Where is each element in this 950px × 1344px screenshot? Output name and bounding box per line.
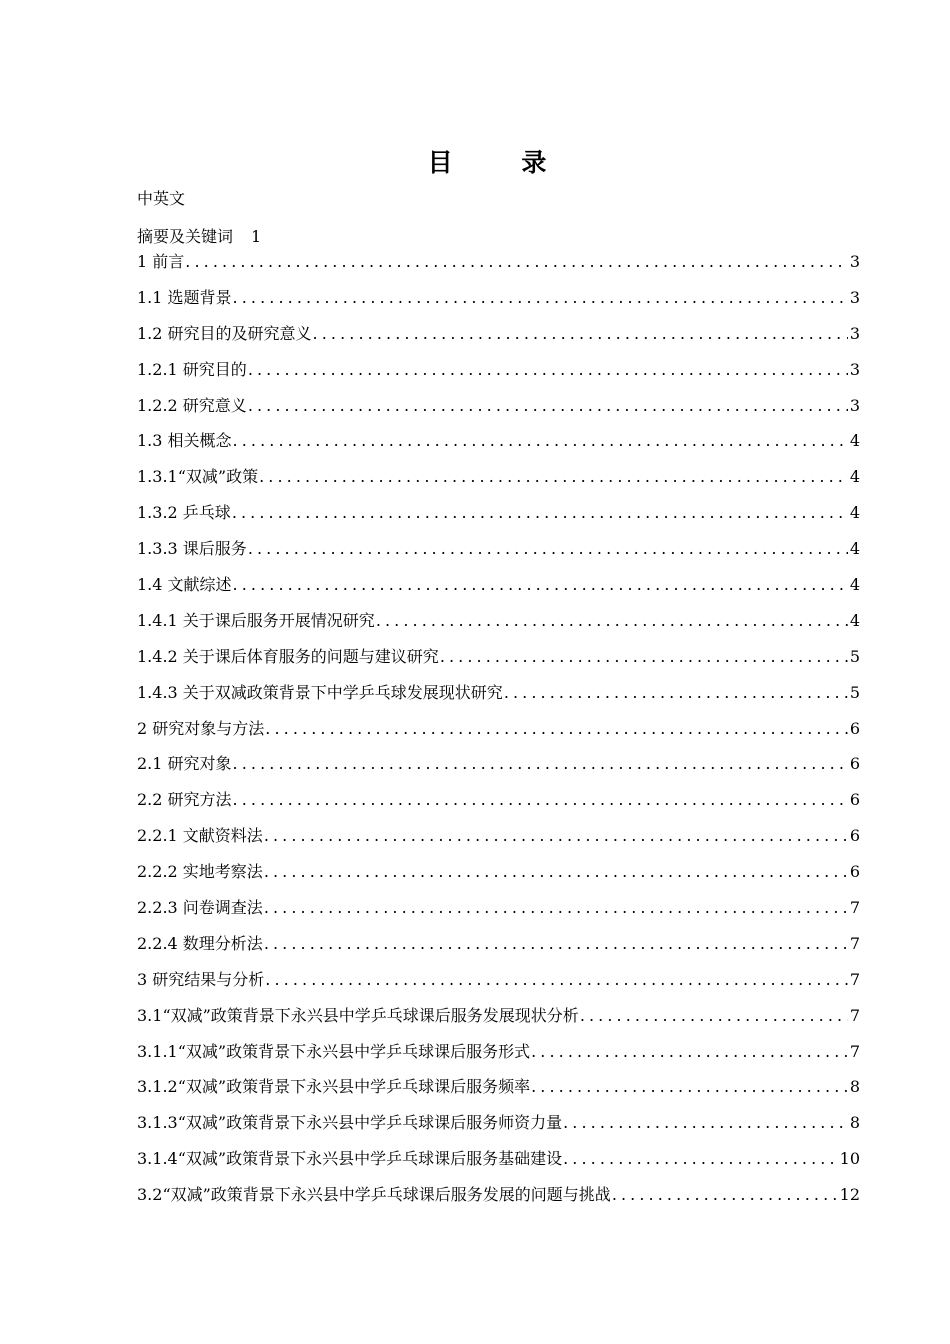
toc-entry[interactable] bbox=[137, 1040, 860, 1076]
toc-entry-page-number: 4 bbox=[849, 467, 860, 487]
toc-entry-label: 1.1 选题背景 bbox=[137, 287, 232, 307]
toc-entry-label: 1.2.1 研究目的 bbox=[137, 359, 247, 379]
toc-entry-page-number: 4 bbox=[849, 431, 860, 451]
toc-entry-label: 2.2.4 数理分析法 bbox=[137, 933, 263, 953]
toc-entry[interactable] bbox=[137, 537, 860, 573]
toc-entry-page-number: 3 bbox=[849, 359, 860, 379]
toc-dot-leader bbox=[259, 465, 848, 489]
toc-dot-leader bbox=[185, 250, 848, 274]
toc-entry-label: 3.1“双减”政策背景下永兴县中学乒乓球课后服务发展现状分析 bbox=[137, 1005, 579, 1025]
toc-entry[interactable] bbox=[137, 322, 860, 358]
toc-dot-leader bbox=[612, 1183, 838, 1207]
toc-entry-label: 2.2.1 文献资料法 bbox=[137, 826, 263, 846]
toc-dot-leader bbox=[531, 1075, 848, 1099]
toc-entry-label: 3.1.1“双减”政策背景下永兴县中学乒乓球课后服务形式 bbox=[137, 1041, 531, 1061]
toc-entry-page-number: 7 bbox=[849, 1005, 860, 1025]
toc-entry[interactable] bbox=[137, 573, 860, 609]
toc-intro-label: 摘要及关键词 bbox=[137, 227, 234, 246]
toc-entry-label: 1.2.2 研究意义 bbox=[137, 395, 247, 415]
toc-entry[interactable] bbox=[137, 501, 860, 537]
toc-entry-label: 1.3.1“双减”政策 bbox=[137, 467, 259, 487]
toc-dot-leader bbox=[580, 1004, 848, 1028]
toc-entry[interactable] bbox=[137, 394, 860, 430]
toc-entry[interactable] bbox=[137, 824, 860, 860]
toc-entry[interactable] bbox=[137, 609, 860, 645]
toc-entry-label: 1.3.3 课后服务 bbox=[137, 539, 247, 559]
toc-dot-leader bbox=[233, 788, 848, 812]
toc-dot-leader bbox=[264, 896, 848, 920]
toc-dot-leader bbox=[248, 394, 848, 418]
toc-entry[interactable] bbox=[137, 1075, 860, 1111]
toc-entry-page-number: 4 bbox=[849, 610, 860, 630]
toc-entry-page-number: 6 bbox=[849, 718, 860, 738]
toc-dot-leader bbox=[265, 717, 848, 741]
toc-entry[interactable] bbox=[137, 465, 860, 501]
toc-dot-leader bbox=[248, 537, 848, 561]
toc-dot-leader bbox=[376, 609, 848, 633]
toc-entry-page-number: 7 bbox=[849, 1041, 860, 1061]
toc-entry-page-number: 3 bbox=[849, 287, 860, 307]
toc-entry[interactable] bbox=[137, 896, 860, 932]
toc-entry-label: 3 研究结果与分析 bbox=[137, 969, 265, 989]
toc-entry[interactable] bbox=[137, 717, 860, 753]
toc-dot-leader bbox=[531, 1040, 848, 1064]
toc-entry-page-number: 6 bbox=[849, 826, 860, 846]
page-title: 目 录 bbox=[427, 148, 577, 177]
toc-entry-page-number: 8 bbox=[849, 1113, 860, 1133]
toc-entry-label: 2.2 研究方法 bbox=[137, 790, 232, 810]
toc-entry[interactable] bbox=[137, 860, 860, 896]
toc-entry[interactable] bbox=[137, 429, 860, 465]
toc-entry-page-number: 3 bbox=[849, 395, 860, 415]
toc-entry[interactable] bbox=[137, 1183, 860, 1219]
toc-entry[interactable] bbox=[137, 1111, 860, 1147]
toc-dot-leader bbox=[264, 860, 848, 884]
toc-entry-page-number: 6 bbox=[849, 790, 860, 810]
toc-entry[interactable] bbox=[137, 968, 860, 1004]
toc-entry-page-number: 8 bbox=[849, 1077, 860, 1097]
toc-entry[interactable] bbox=[137, 286, 860, 322]
toc-dot-leader bbox=[313, 322, 848, 346]
toc-entry[interactable] bbox=[137, 932, 860, 968]
toc-entry[interactable] bbox=[137, 1004, 860, 1040]
toc-entry-label: 1.4.3 关于双减政策背景下中学乒乓球发展现状研究 bbox=[137, 682, 503, 702]
toc-entry[interactable] bbox=[137, 1147, 860, 1183]
toc-dot-leader bbox=[504, 681, 848, 705]
toc-dot-leader bbox=[232, 501, 848, 525]
toc-entry-page-number: 4 bbox=[849, 575, 860, 595]
toc-entry-page-number: 5 bbox=[849, 646, 860, 666]
toc-entry-page-number: 10 bbox=[839, 1149, 860, 1169]
toc-entry-label: 1.3 相关概念 bbox=[137, 431, 232, 451]
toc-entry-label: 3.1.4“双减”政策背景下永兴县中学乒乓球课后服务基础建设 bbox=[137, 1149, 563, 1169]
toc-entry-label: 1.4 文献综述 bbox=[137, 575, 232, 595]
toc-entry[interactable] bbox=[137, 358, 860, 394]
toc-entry-page-number: 4 bbox=[849, 503, 860, 523]
toc-entry-page-number: 7 bbox=[849, 969, 860, 989]
toc-entry-page-number: 5 bbox=[849, 682, 860, 702]
toc-intro-line bbox=[137, 226, 261, 248]
toc-entry[interactable] bbox=[137, 250, 860, 286]
toc-entry-page-number: 12 bbox=[839, 1185, 860, 1205]
toc-dot-leader bbox=[233, 286, 848, 310]
toc-dot-leader bbox=[233, 752, 848, 776]
toc-entry[interactable] bbox=[137, 645, 860, 681]
toc-entry-label: 2 研究对象与方法 bbox=[137, 718, 265, 738]
toc-dot-leader bbox=[563, 1147, 838, 1171]
toc-entry-label: 3.1.2“双减”政策背景下永兴县中学乒乓球课后服务频率 bbox=[137, 1077, 531, 1097]
toc-entry-page-number: 3 bbox=[849, 323, 860, 343]
toc-entry-label: 1.4.2 关于课后体育服务的问题与建议研究 bbox=[137, 646, 439, 666]
toc-entry[interactable] bbox=[137, 788, 860, 824]
toc-dot-leader bbox=[233, 573, 848, 597]
toc-entry-page-number: 4 bbox=[849, 539, 860, 559]
toc-list bbox=[137, 250, 860, 1219]
toc-intro-page-number: 1 bbox=[251, 227, 262, 246]
toc-entry-label: 1.2 研究目的及研究意义 bbox=[137, 323, 312, 343]
toc-dot-leader bbox=[265, 968, 848, 992]
toc-entry-page-number: 3 bbox=[849, 252, 860, 271]
toc-dot-leader bbox=[264, 932, 848, 956]
toc-entry-label: 2.2.2 实地考察法 bbox=[137, 862, 263, 882]
toc-entry[interactable] bbox=[137, 681, 860, 717]
toc-entry-label: 3.1.3“双减”政策背景下永兴县中学乒乓球课后服务师资力量 bbox=[137, 1113, 563, 1133]
toc-entry[interactable] bbox=[137, 752, 860, 788]
toc-entry-page-number: 6 bbox=[849, 754, 860, 774]
toc-entry-page-number: 7 bbox=[849, 933, 860, 953]
toc-entry-label: 1 前言 bbox=[137, 252, 185, 271]
toc-intro-line bbox=[137, 188, 185, 210]
toc-dot-leader bbox=[233, 429, 848, 453]
toc-entry-label: 2.1 研究对象 bbox=[137, 754, 232, 774]
toc-entry-label: 3.2“双减”政策背景下永兴县中学乒乓球课后服务发展的问题与挑战 bbox=[137, 1185, 611, 1205]
toc-entry-label: 1.4.1 关于课后服务开展情况研究 bbox=[137, 610, 375, 630]
toc-entry-label: 2.2.3 问卷调查法 bbox=[137, 898, 263, 918]
toc-intro-label: 中英文 bbox=[137, 189, 186, 208]
toc-entry-label: 1.3.2 乒乓球 bbox=[137, 503, 231, 523]
toc-dot-leader bbox=[563, 1111, 848, 1135]
toc-dot-leader bbox=[440, 645, 848, 669]
toc-entry-page-number: 7 bbox=[849, 898, 860, 918]
toc-dot-leader bbox=[248, 358, 848, 382]
toc-entry-page-number: 6 bbox=[849, 862, 860, 882]
toc-dot-leader bbox=[264, 824, 848, 848]
